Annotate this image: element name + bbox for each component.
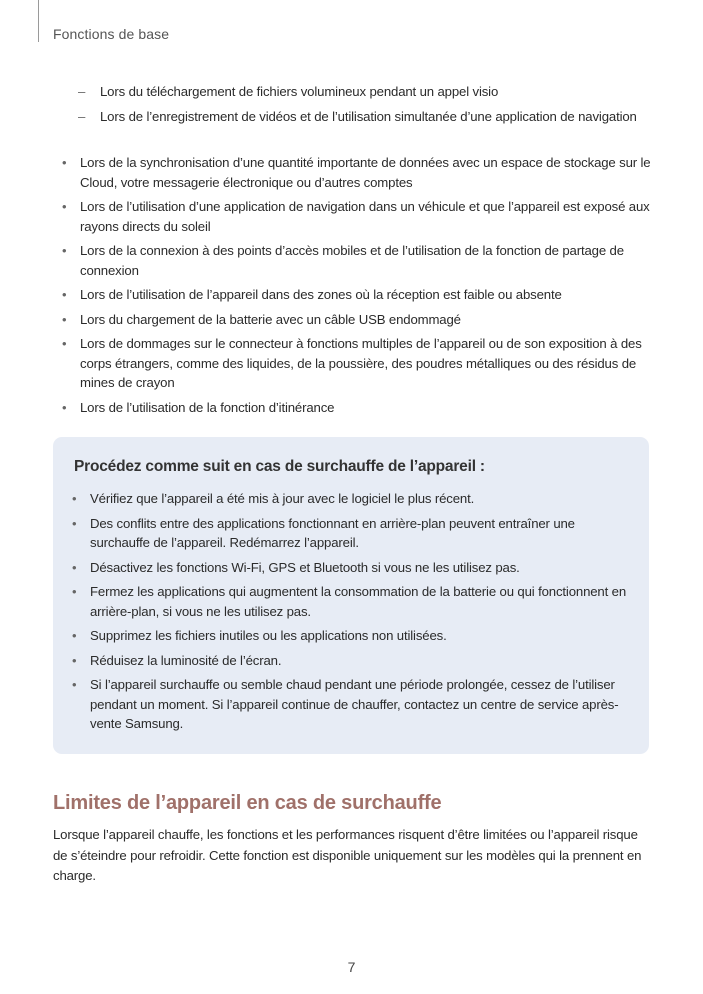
- bullet-item-text: Lors de l’utilisation de la fonction d’itinérance: [80, 399, 335, 415]
- section-heading: Limites de l’appareil en cas de surchauffe: [53, 792, 442, 814]
- bullet-icon: •: [72, 515, 77, 531]
- bullet-item-text: Lors de l’utilisation d’une application de navigation dans un véhicule et que l’appareil est exposé aux rayons directs du soleil: [80, 199, 650, 234]
- tip-list-item: [72, 558, 635, 578]
- tip-item-text: Fermez les applications qui augmentent la consommation de la batterie ou qui fonctionnent en arrière-plan, si vous ne les utilisez pas.: [90, 584, 627, 619]
- bullet-list-item: [62, 334, 655, 393]
- tip-item-text: Des conflits entre des applications fonctionnant en arrière-plan peuvent entraîner une surchauffe de l’appareil. Redémarrez l’appareil.: [90, 515, 575, 550]
- bullet-list-item: [62, 197, 655, 236]
- tip-list-item: [72, 675, 635, 734]
- tip-list-item: [72, 582, 635, 621]
- bullet-icon: •: [62, 311, 67, 327]
- tip-list: [72, 489, 635, 739]
- tip-list-item: [72, 651, 635, 671]
- bullet-icon: •: [72, 584, 77, 599]
- bullet-list-item: [62, 241, 655, 280]
- bullet-list-item: [62, 285, 655, 305]
- dash-list: [78, 82, 660, 131]
- bullet-icon: •: [62, 243, 67, 258]
- tip-item-text: Vérifiez que l’appareil a été mis à jour avec le logiciel le plus récent.: [90, 491, 475, 506]
- header-title: Fonctions de base: [53, 26, 170, 42]
- bullet-item-text: Lors du chargement de la batterie avec un câble USB endommagé: [80, 311, 461, 327]
- dash-item-text: Lors du téléchargement de fichiers volumineux pendant un appel visio: [100, 84, 499, 99]
- bullet-icon: •: [72, 628, 77, 643]
- bullet-icon: •: [62, 399, 67, 415]
- bullet-icon: •: [62, 336, 67, 351]
- tip-item-text: Si l’appareil surchauffe ou semble chaud pendant une période prolongée, cessez de l’utiliser pendant un moment. Si l’appareil continue de chauffer, contactez un centre de service après-vente Samsung.: [90, 677, 619, 731]
- tip-item-text: Réduisez la luminosité de l’écran.: [90, 652, 282, 668]
- tip-list-item: [72, 514, 635, 553]
- bullet-list-item: [62, 310, 655, 330]
- bullet-list: [62, 153, 655, 422]
- tip-item-text: Supprimez les fichiers inutiles ou les applications non utilisées.: [90, 628, 447, 643]
- section-body: Lorsque l’appareil chauffe, les fonctions et les performances risquent d’être limitées ou l’appareil risque de s’éteindre pour refroidir. Cette fonction est disponible uniquement sur les modèles qui la prennent en charge.: [53, 827, 642, 883]
- bullet-icon: •: [72, 652, 77, 668]
- bullet-icon: •: [72, 559, 77, 575]
- bullet-icon: •: [72, 677, 77, 692]
- header-divider: [38, 0, 39, 42]
- bullet-icon: •: [62, 155, 67, 170]
- tip-item-text: Désactivez les fonctions Wi-Fi, GPS et Bluetooth si vous ne les utilisez pas.: [90, 559, 520, 575]
- tip-list-item: [72, 626, 635, 646]
- page-number: 7: [347, 959, 356, 975]
- bullet-icon: •: [62, 287, 67, 302]
- dash-icon: –: [78, 84, 86, 99]
- overheat-tip-box: [53, 437, 649, 754]
- bullet-item-text: Lors de la synchronisation d’une quantité importante de données avec un espace de stockage sur le Cloud, votre messagerie électronique ou d’autres comptes: [80, 155, 651, 190]
- bullet-item-text: Lors de dommages sur le connecteur à fonctions multiples de l’appareil ou de son exposition à des corps étrangers, comme des liquides, de la poussière, des poudres métalliques ou des résidus de mines de crayon: [80, 336, 642, 390]
- bullet-icon: •: [62, 199, 67, 214]
- dash-list-item: [78, 82, 660, 102]
- tip-list-item: [72, 489, 635, 509]
- tip-box-title: Procédez comme suit en cas de surchauffe de l’appareil :: [74, 458, 485, 475]
- dash-item-text: Lors de l’enregistrement de vidéos et de l’utilisation simultanée d’une application de navigation: [100, 108, 637, 124]
- bullet-icon: •: [72, 491, 77, 506]
- dash-icon: –: [78, 108, 86, 124]
- bullet-item-text: Lors de la connexion à des points d’accès mobiles et de l’utilisation de la fonction de partage de connexion: [80, 243, 624, 278]
- bullet-list-item: [62, 398, 655, 418]
- dash-list-item: [78, 107, 660, 127]
- bullet-list-item: [62, 153, 655, 192]
- bullet-item-text: Lors de l’utilisation de l’appareil dans des zones où la réception est faible ou absente: [80, 287, 562, 302]
